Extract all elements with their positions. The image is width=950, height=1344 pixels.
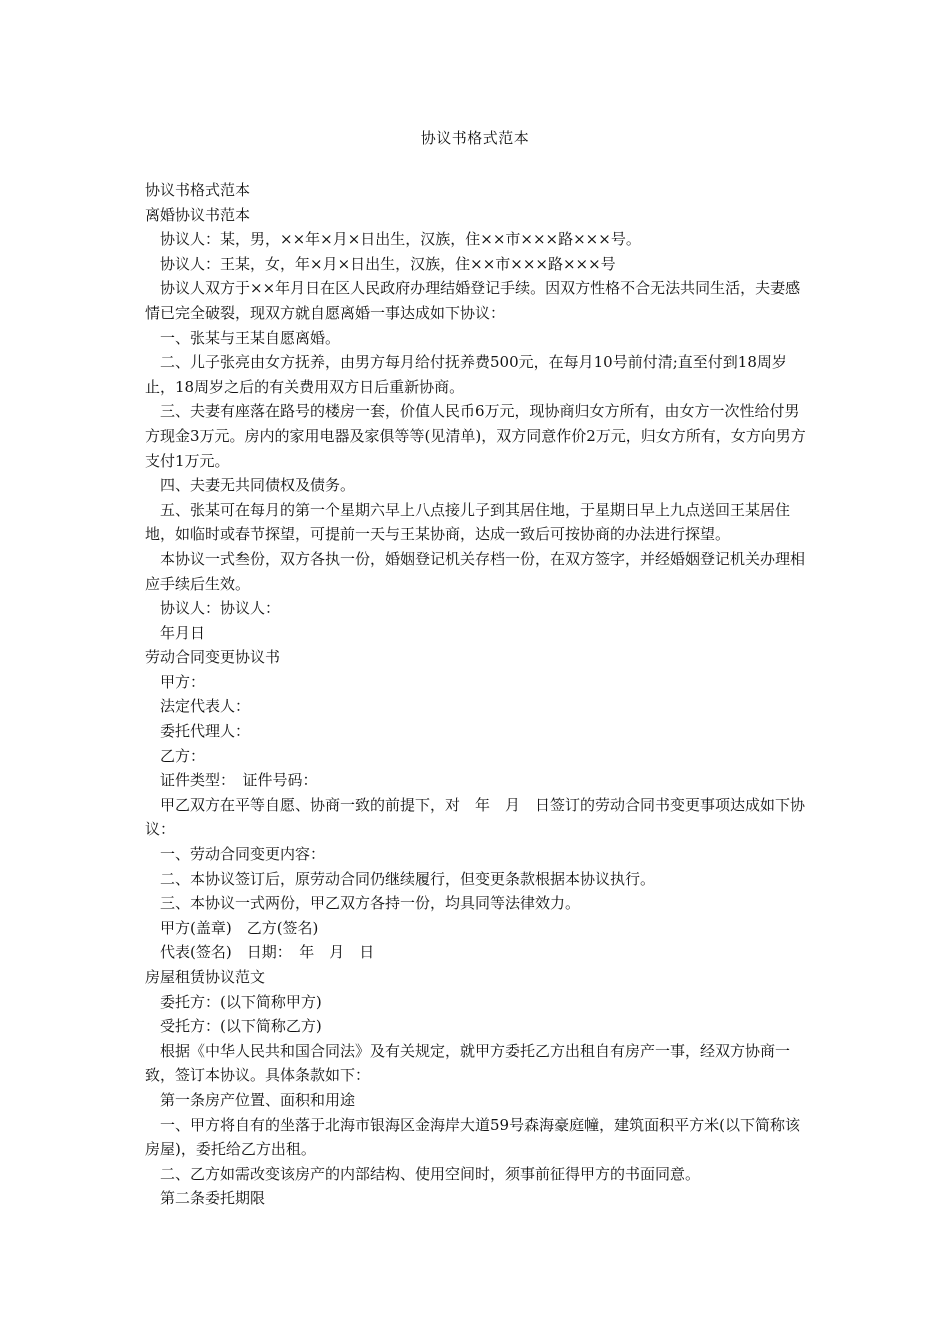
paragraph: 二、儿子张亮由女方抚养，由男方每月给付抚养费500元，在每月10号前付清;直至付到18周岁止，18周岁之后的有关费用双方日后重新协商。: [145, 353, 787, 396]
paragraph: 年月日: [160, 623, 206, 642]
paragraph: 协议人：某，男，××年×月×日出生，汉族，住××市×××路×××号。: [160, 230, 641, 249]
document-title: 协议书格式范本: [420, 129, 530, 147]
paragraph: 离婚协议书范本: [145, 205, 251, 224]
paragraph: 一、张某与王某自愿离婚。: [160, 328, 341, 347]
paragraph: 第二条委托期限: [160, 1189, 266, 1208]
paragraph: 二、乙方如需改变该房产的内部结构、使用空间时，须事前征得甲方的书面同意。: [160, 1164, 701, 1183]
paragraph: 甲方：: [160, 672, 206, 691]
paragraph: 委托方：(以下简称甲方): [160, 992, 322, 1011]
paragraph: 法定代表人：: [160, 697, 251, 716]
paragraph: 三、本协议一式两份，甲乙双方各持一份，均具同等法律效力。: [160, 894, 581, 913]
document-body: [145, 178, 810, 1211]
paragraph: 协议人双方于××年月日在区人民政府办理结婚登记手续。因双方性格不合无法共同生活，夫妻感情已完全破裂，现双方就自愿离婚一事达成如下协议：: [145, 279, 801, 322]
paragraph: 甲方(盖章) 乙方(签名): [160, 918, 319, 937]
paragraph: 根据《中华人民共和国合同法》及有关规定，就甲方委托乙方出租自有房产一事，经双方协商一致，签订本协议。具体条款如下：: [145, 1041, 791, 1085]
paragraph: 五、张某可在每月的第一个星期六早上八点接儿子到其居住地，于星期日早上九点送回王某居住地，如临时或春节探望，可提前一天与王某协商，达成一致后可按协商的办法进行探望。: [145, 500, 791, 544]
paragraph: 协议书格式范本: [145, 181, 251, 199]
paragraph: 劳动合同变更协议书: [145, 648, 281, 667]
paragraph: 委托代理人：: [160, 722, 251, 741]
paragraph: 第一条房产位置、面积和用途: [160, 1090, 356, 1109]
paragraph: 协议人：王某，女，年×月×日出生，汉族，住××市×××路×××号: [160, 254, 616, 273]
paragraph: 代表(签名) 日期： 年 月 日: [160, 943, 375, 962]
paragraph: 一、甲方将自有的坐落于北海市银海区金海岸大道59号森海豪庭幢，建筑面积平方米(以下简称该房屋)，委托给乙方出租。: [145, 1115, 800, 1159]
paragraph: 甲乙双方在平等自愿、协商一致的前提下，对 年 月 日签订的劳动合同书变更事项达成如下协议：: [145, 795, 806, 839]
paragraph: 受托方：(以下简称乙方): [160, 1017, 322, 1036]
paragraph: 一、劳动合同变更内容：: [160, 845, 326, 864]
paragraph: 证件类型： 证件号码：: [160, 771, 318, 790]
paragraph: 房屋租赁协议范文: [145, 968, 266, 986]
paragraph: 乙方：: [160, 746, 206, 765]
paragraph: 三、夫妻有座落在路号的楼房一套，价值人民币6万元，现协商归女方所有，由女方一次性给付男方现金3万元。房内的家用电器及家俱等等(见清单)，双方同意作价2万元，归女方所有，女方向男方支付1万元。: [145, 402, 806, 470]
paragraph: 四、夫妻无共同债权及债务。: [160, 476, 356, 495]
paragraph: 协议人：协议人：: [160, 599, 281, 618]
paragraph: 二、本协议签订后，原劳动合同仍继续履行，但变更条款根据本协议执行。: [160, 869, 656, 888]
paragraph: 本协议一式叁份，双方各执一份，婚姻登记机关存档一份，在双方签字，并经婚姻登记机关办理相应手续后生效。: [145, 549, 806, 593]
